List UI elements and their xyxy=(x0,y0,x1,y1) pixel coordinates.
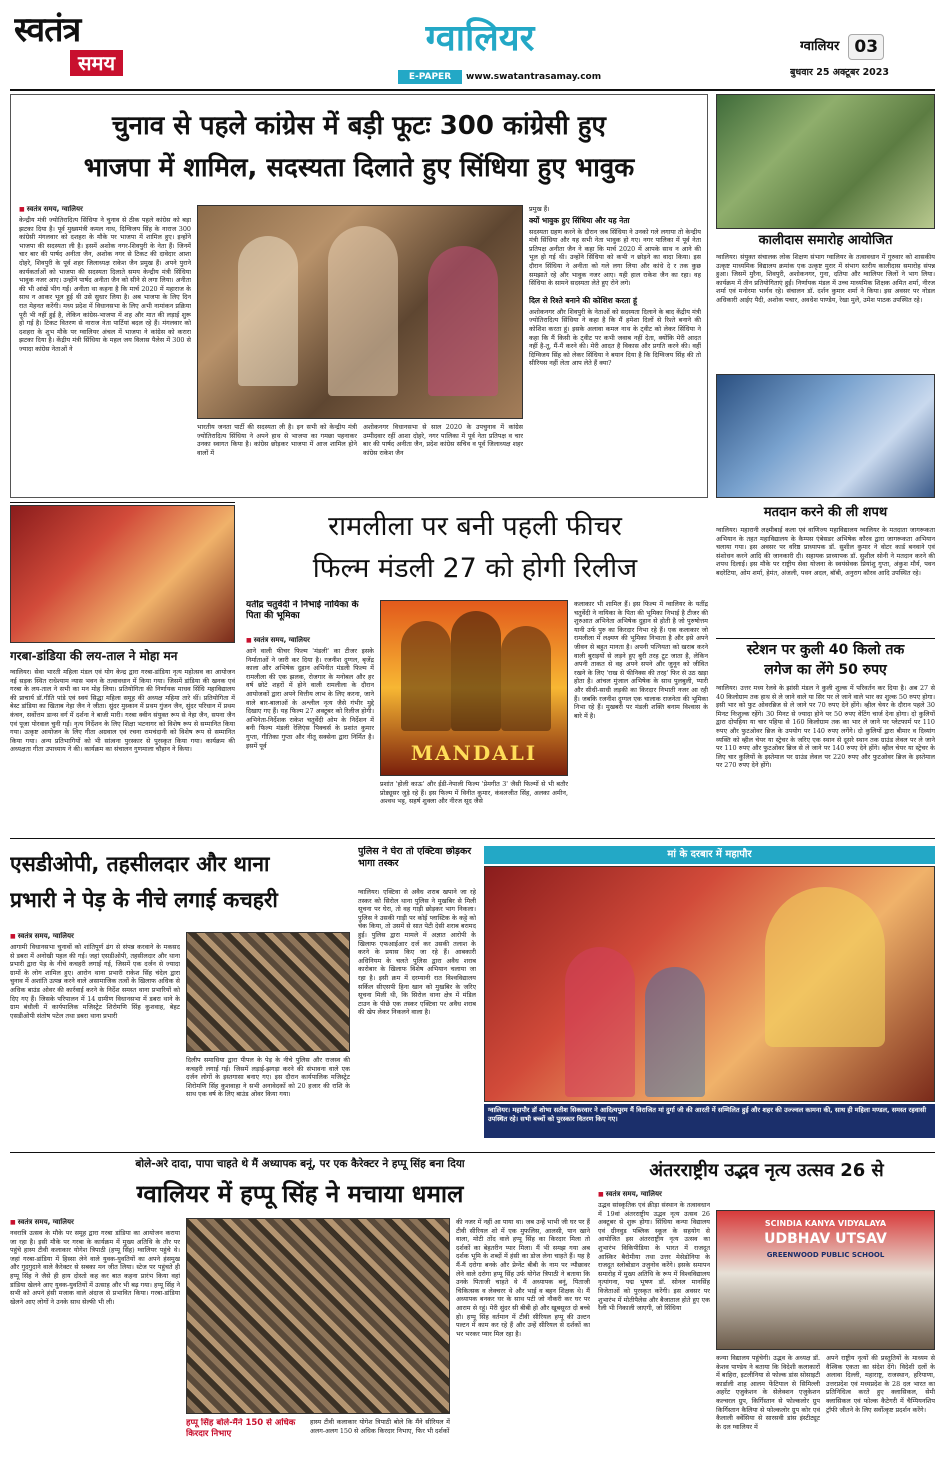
sdm-headline xyxy=(10,846,350,926)
garba-headline: गरबा-डांडिया की लय-ताल ने मोहा मन xyxy=(10,649,178,663)
happu-col2: की नजर में नहीं आ पाया था। जब उन्हें भाभी जी घर पर हैं टीवी सीरियल शो में एक मुफलिस, आलसी, पान खाने वाला, मोटी तोंद वाले हप्पू सिंह का किरदार मिला तो दर्शकों का बेहतरीन प्यार मिला। मैं भी समझ गया अब दर्शक भूमि के शब्दों में हंसी का डोज लेना चाहते हैं। यह है मैं-मैं दरोगा बनके और प्रेग्नेंट बीबी के नाम पर न्यौछावर लेने वाले दरोगा हप्पू सिंह उर्फ योगेश त्रिपाठी ने बताया कि उनके पिताजी चाहते थे मैं अध्यापक बनूं, पिताजी चिकित्सक व लेक्चरर थे और भाई व बहन शिक्षक थे। मैं अध्यापक बनकर घर के साथ पटी जो नौकरी कर घर पर आराम से रहूं। मेरी सुंदर सी बीबी हो और खूबसूरत दो बच्चे हो। हप्पू सिंह वर्तमान में टीवी सीरियल हप्पू की उल्टन पल्टन में काम कर रहे हैं और उन्हें सीरियल से दर्शकों का भर भरकर प्यार मिल रहा है। xyxy=(456,1218,590,1338)
lead-sub1: क्यों भावुक हुए सिंधिया और यह नेता xyxy=(529,215,630,225)
lead-col1-text: केन्द्रीय मंत्री ज्योतिरादित्य सिंधिया ने चुनाव से ठीक पहले कांग्रेस को बड़ा झटका दिया है। पूर्व मुख्यमंत्री कमल नाथ, दिग्विजय सिंह के नाराज 300 कांग्रेसी मंगलवार को दशहरा के मौके पर भाजपा में शामिल हुए। इन्होंने भाजपा की सदस्यता ली है। इसमें अशोक नगर-शिवपुरी के नेता हैं। जिनमें चार बार की पार्षद अनीता जैन, अशोक नगर से टिकट की दावेदार आशा दोहरे, शिवपुरी के पूर्व शहर जिलाध्यक्ष राकेश जैन प्रमुख हैं। अपने पुराने कार्यकर्ताओं को भाजपा की सदस्यता दिलाते समय केन्द्रीय मंत्री सिंधिया भावुक नजर आए। उन्होंने पार्षद अनीता जैन को सीने से लगा लिया। अनीता की भी आंखें भीग गईं। अनीता था कहना है कि मार्च 2020 में महाराज के साथ न आकर भूल हुई थी उसे सुधार लिया है। अब भाजपा के लिए दिन रात मेहनत करेंगी। मध्य प्रदेश में विधानसभा के लिए अभी नामांकन प्रक्रिया पूरी भी नहीं हुई है, लेकिन कांग्रेस-भाजपा में शह और मात की लड़ाई शुरू हो गई है। टिकट वितरण से नाराज नेता पार्टियां बदल रहे हैं। मंगलवार को दशहरा के शुभ मौके पर ग्वालियर अंचल में भाजपा ने कांग्रेस को करारा झटका दिया है। केंद्रीय मंत्री सिंधिया के महल जय विलास पैलेस में 300 से ज्यादा कांग्रेस नेताओं ने xyxy=(19,216,191,353)
happu-col1-text: नवरात्रि उत्सव के मौके पर समूह द्वारा गरबा डांडिया का आयोजन कराया जा रहा है। इसी मौके पर गरबा के कार्यक्रम में मुख्य अतिथि के तौर पर पहुंचे हास्य टीवी कलाकार योगेश त्रिपाठी (हप्पू सिंह) ग्वालियर पहुंचे थे। जहां गरबा-डांडिया में हिस्सा लेने वाले युवक-युवतियों का अपने हंसमुख और गुदगुदाने वाले कैरेक्टर से सबका मन जीत लिया। स्टेज पर पहुंचते ही हप्पू सिंह ने जैसे ही हाय दोस्तो कह कर बात कहना प्रारंभ किया वहां डांडिया खेलने आए युवक-युवतियों में उत्साह और भी बढ़ गया। हप्पू सिंह ने सभी को अपने हंसी मजाक वाले अंदाज से प्रभावित किया। गरबा-डांडिया खेलने आए लोगों ने उनके साथ सेल्फी भी ली। xyxy=(10,1229,180,1306)
udbhav-banner-line3: GREENWOOD PUBLIC SCHOOL xyxy=(766,1251,885,1259)
udbhav-col1 xyxy=(598,1190,710,1458)
mahapaur-caption: ग्वालियर। महापौर डॉ शोभा सतीश सिकरवार ने आदित्यपुरम मैं विराजित मां दुर्गा जी की आरती में सम्मिलित हुई और शहर की उज्ज्वल कामना की, साथ ही महिला मण्डल, समस्त रहवासी उपस्थित रहे। सभी बच्चों को पुरस्कार वितरण किए गए। xyxy=(484,1104,935,1138)
website: www.swatantrasamay.com xyxy=(466,72,602,82)
lead-byline: ■ स्वतंत्र समय, ग्वालियर xyxy=(19,205,191,214)
lead-sub2: दिल से रिश्ते बनाने की कोशिश करता हूं xyxy=(529,295,637,305)
masthead-rule xyxy=(10,89,935,91)
mandali-poster xyxy=(380,600,568,776)
udbhav-col3: अपने राष्ट्रीय नृत्यों की प्रस्तुतियों के माध्यम से वैश्विक एकता का संदेश देंगे। विदेशी दलों के अलावा दिल्ली, महाराष्ट्र, राजस्थान, हरियाणा, उत्तरप्रदेश एवं मध्यप्रदेश के 28 दल भारत का प्रतिनिधित्व करते हुए क्लासिकल, सेमी क्लासिकल एवं फोल्क कैटेगरी में चैम्पियनशिप ट्रॉफी जीतने के लिए सर्वोत्कृष्ट प्रदर्शन करेंगे। xyxy=(826,1354,935,1414)
logo-line1: स्वतंत्र xyxy=(14,10,81,50)
ramleela-headline-line1: रामलीला पर बनी पहली फीचर xyxy=(328,511,622,542)
udbhav-col1-text: उद्भव सांस्कृतिक एवं क्रीड़ा संस्थान के तत्वावधान में 19वां अंतरराष्ट्रीय उद्भव नृत्य उत्सव 26 अक्टूबर से शुरू होगा। सिंधिया कन्या विद्यालय एवं ग्रीनवुड पब्लिक स्कूल के सहयोग से आयोजित इस अंतरराष्ट्रीय नृत्य उत्सव का शुभारंभ विकिपीडिया के भारत में राजदूत आस्किर बैरोमीया तथा उत्तर मेसेडोनिया के राजदूत स्लोबोडान उजुनोव करेंगे। इसके समापन समारोह में मुख्य अतिथि के रूप में विश्वविद्यालय नृत्यांगना, पद्म भूषण डॉ. सोनल मानसिंह विजेताओं को पुरस्कृत करेंगी। इस अवसर पर शुभारंभ में मोतीपैलेस और बैजाताल होते हुए एक रैली भी निकाली जाएगी, जो सिंधिया xyxy=(598,1201,710,1313)
coolie-headline-line1: स्टेशन पर कुली 40 किलो तक xyxy=(746,642,905,658)
udbhav-banner-line1: SCINDIA KANYA VIDYALAYA xyxy=(764,1219,887,1228)
garba-rule xyxy=(10,502,235,503)
page-number: 03 xyxy=(848,34,884,60)
voting-text: ग्वालियर। महारानी लक्ष्मीबाई कला एवं वाणिज्य महाविद्यालय ग्वालियर के मतदाता जागरूकता अभियान के तहत महाविद्यालय के कैम्पस एंबेसडर अभिषेक कौरव द्वारा जागरूकता अभियान चलाया गया। इस अवसर पर वरिष्ठ प्राध्यापक डॉ. सुशील कुमार ने वोटर कार्ड बनवाने एवं संशोधन करने आदि की जानकारी दी। सहायक प्राध्यापक डॉ. सुशील सोनी ने मतदान करने की शपथ दिलाई। इस मौके पर राष्ट्रीय सेवा योजना के स्वयंसेवक प्रियांशु गुप्ता, अंकुश मौर्य, पवन बदरेटिया, ओम शर्मा, हेमंत, अंजली, पवन अदल, बॉबी, अनुराग कौरव आदि उपस्थित रहे। xyxy=(716,526,935,577)
masthead xyxy=(0,0,945,90)
page-city: ग्वालियर xyxy=(800,39,840,54)
mandali-poster-title: MANDALI xyxy=(410,741,538,765)
ramleela-headline-line2: फिल्म मंडली 27 को होगी रिलीज xyxy=(312,553,638,584)
lead-photo-caption-col2: अशोकनगर विधानसभा से साल 2020 के उपचुनाव में कांग्रेस उम्मीदवार रहीं आशा दोहरे, नगर पालिका में पूर्व नेता प्रतिपक्ष व चार बार की पार्षद अनीता जैन, प्रदेश कांग्रेस सचिव व पूर्व जिलाध्यक्ष शहर कांग्रेस राकेश जैन xyxy=(363,423,523,457)
logo xyxy=(14,10,164,82)
coolie-text: ग्वालियर। उत्तर मध्य रेलवे के झांसी मंडल ने कुली शुल्क में परिवर्तन कर दिया है। अब 27 से 40 किलोग्राम तक हाथ से ले जाने वाले या सिर पर ले जाने वाले भार का शुल्क 50 रुपए होगा। इसी भार को फुट ओवरब्रिज से ले जाने पर 70 रुपए देने होंगे। व्हील चेयर के दौरान पहले 30 मिनट निःशुल्क रहेंगे। 30 मिनट से ज्यादा होने पर 50 रुपए वेटिंग चार्ज देना होगा। दो कुलियों द्वारा दोपहिया या चार पहिया से 160 किलोग्राम तक का भार ले जाने पर प्लेटफार्म पर 110 रुपए और फुटओवर ब्रिज के उपयोग पर 140 रुपए लगेंगे। दो कुलियों द्वारा बीमार व दिव्यांग व्यक्ति को व्हील चेयर या स्ट्रेचर के जरिए एक स्थान से दूसरे स्थान तक ग्राउंड लेवल पर ले जाने पर 110 रुपए और फुटओवर ब्रिज से ले जाने पर 140 रुपए देने होंगे। व्हील चेयर या स्ट्रेचर के लिए चार कुलियों के इस्तेमाल पर ग्राउंड लेवल पर 220 रुपए और फुटओवर ब्रिज के इस्तेमाल पर 270 रुपए देने होंगे। xyxy=(716,684,935,770)
ramleela-col3: कलाकार भी शामिल हैं। इस फिल्म में ग्वालियर के यतींद्र चतुर्वेदी ने नायिका के पिता की भूमिका निभाई है टीजर की शुरुआत अभिनेता अभिषेक दुहान से होती है जो पुरुषोत्तम यानी उर्फ पुरु का किरदार निभा रहे हैं। एक कलाकार जो रामलीला में लक्ष्मण की भूमिका निभाता है और इसे अपने जीवन से बहुत मानता है। अपनी पत्नियता को खराब करने वाली बुराइयों से लड़ने हुए बुरी तरह टूट जाता है, लेकिन अपनी ताकत से वह अपने सपने और जुनून को जीवित रखने के लिए 'राख से फीनिक्स की तरह' फिर से उठ खड़ा होता है। आंचल मुंजाल अभिषेक के साथ पुलबुली, प्यारी और सीधी-साधी लड़की का किरदार निभाती नजर आ रही हैं। जबकि रजनीश दुग्गल एक चालाक राजनेता की भूमिका निभा रहे हैं। मुखबरी पर मंडली शक्ति बनाम विश्वास के बारे में है। xyxy=(574,600,708,720)
garba-photo xyxy=(10,505,235,643)
kalidas-headline: कालीदास समारोह आयोजित xyxy=(758,233,893,248)
udbhav-byline: ■ स्वतंत्र समय, ग्वालियर xyxy=(598,1190,710,1199)
lead-photo xyxy=(197,205,523,419)
happu-kicker: बोले-अरे दादा, पापा चाहते थे मैं अध्यापक बनूं, पर एक कैरेक्टर ने हप्पू सिंह बना दिया xyxy=(135,1158,465,1170)
sdm-byline: ■ स्वतंत्र समय, ग्वालियर xyxy=(10,932,180,941)
lead-headline xyxy=(11,105,707,197)
mahapaur-banner: मां के दरबार में महापौर xyxy=(484,846,935,864)
coolie-headline xyxy=(716,640,935,680)
kalidas-text: ग्वालियर। संयुक्त संचालक लोक शिक्षण संभाग ग्वालियर के तत्वावधान में गुरुवार को शासकीय उत्कृष्ट माध्यमिक विद्यालय क्रमांक एक उत्कृष्ट मुरार में संभाग स्तरीय कालीदास समारोह संपन्न हुआ। जिसमें मुरैना, शिवपुरी, अशोकनगर, गुना, दतिया और ग्वालियर जिलों ने भाग लिया। कार्यक्रम में तीन प्रतियोगिताएं हुईं। निर्णायक मंडल में उच्च माध्यमिक शिक्षक अमित शर्मा, नीरज शर्मा एवं मनोरमा भार्गव रहे। संचालन डॉ. दर्शन कुमार शर्मा ने किया। इस अवसर पर नोडल अधिकारी आईए पैदी, अशोक पचार, अवधेश पाण्डेय, रेखा मुले, उमेश पाठक उपस्थित रहे। xyxy=(716,253,935,304)
lead-photo-caption-col1: भारतीय जनता पार्टी की सदस्यता ली है। इन सभी को केन्द्रीय मंत्री ज्योतिरादित्य सिंधिया ने अपने हाथ से भाजपा का गमछा पहनाकर उनका स्वागत किया है। कांग्रेस छोड़कर भाजपा में आज शामिल होने वालों में xyxy=(197,423,357,457)
ramleela-col1 xyxy=(246,636,374,834)
lead-col3-mid: सदस्यता ग्रहण करने के दौरान जब सिंधिया ने उनको गले लगाया तो केन्द्रीय मंत्री सिंधिया और यह सभी नेता भावुक हो गए। नगर पालिका में पूर्व नेता प्रतिपक्ष अनीता जैन ने कहा कि मार्च 2020 में आपके साथ न आने की भूल हो गई थी। उन्होंने सिंधिया को कभी न छोड़ने का वादा किया। इस दौरान सिंधिया ने अनीता को गले लगा लिया और कांधे दे र तक कुछ समझाते रहे और भावुक नजर आए। यही हाल राकेश जैन का रहा। वह सिंधिया के सामने सदस्यता लेते हुए रोने लगे। xyxy=(529,227,701,288)
lead-headline-line2: भाजपा में शामिल, सदस्यता दिलाते हुए सिंधिया हुए भावुक xyxy=(83,153,635,183)
logo-line2: समय xyxy=(70,50,123,76)
happu-col1-bottom: हास्य टीवी कलाकार योगेश त्रिपाठी बोले कि मैंने सीरियल में अलग-अलग 150 से अधिक किरदार निभाए, फिर भी दर्शकों xyxy=(310,1418,450,1435)
udbhav-banner-line2: UDBHAV UTSAV xyxy=(764,1231,887,1247)
mahapaur-photo xyxy=(484,866,935,1102)
ramleela-byline: ■ स्वतंत्र समय, ग्वालियर xyxy=(246,636,374,645)
lead-col3 xyxy=(529,205,701,495)
page-badge xyxy=(800,34,930,60)
ramleela-kicker: यतींद्र चतुर्वेदी ने निभाई नायिका के पिता की भूमिका xyxy=(246,600,359,621)
udbhav-headline: अंतरराष्ट्रीय उद्भव नृत्य उत्सव 26 से xyxy=(649,1160,884,1181)
sdm-col1-text: आगामी विधानसभा चुनावों को शांतिपूर्ण ढंग से संपन्न करवाने के मकसद से डबरा में अनोखी पहल की गई। जहां एसडीओपी, तहसीलदार और थाना प्रभारी द्वारा पेड़ के नीचे कचहरी लगाई गई, जिसमें एक दर्जन से ज्यादा ग्रामों के लोग शामिल हुए। आरोन थाना प्रभारी राकेश सिंह चंदेल द्वारा चुनाव में अशांति उत्पन्न करने वाले असामाजिक तत्वों के खिलाफ अधिक से अधिक बाउंड ओवर की कार्रवाई करने के निर्देश समस्त थाना प्रभारियों को दिए गए हैं। जिसके परिपालन में 14 ग्रामीण विधानसभा में डबरा थाने के ग्राम बंधौली में कार्यपालिक मजिस्ट्रेट शिरोमणि सिंह कुशवाह, बेहट एसडीओपी संतोष पटेल तथा डबरा थाना प्रभारी xyxy=(10,943,180,1020)
happu-photo xyxy=(186,1218,450,1414)
happu-headline: ग्वालियर में हप्पू सिंह ने मचाया धमाल xyxy=(136,1180,464,1208)
udbhav-col2: कन्या विद्यालय पहुंचेगी। उद्भव के अध्यक्ष डॉ. केशव पाण्डेय ने बताया कि विदेशी कलाकारों में बाहिरा, इटलीनिया से फोल्क डांस सोसाइटी कार्डाली शाह आलम फेंटियाल से सिमिल्ली अहरेंट एजुकेशन के सेलेक्शन एजुकेशन कल्चरल ग्रुप, किर्गिस्तान से फोल्कलोर ग्रुप किर्गिस्तान कैलिया से फोल्कलोर ग्रुप कोर एवं कैलाली क्वेंसिया से सारसवी डांस इंस्टीट्यूट के दल ग्वालियर में xyxy=(716,1354,820,1431)
lead-story xyxy=(10,94,708,498)
city-title: ग्वालियर xyxy=(425,18,535,59)
garba-text: ग्वालियर। सेवा भारती महिला मंडल एवं योग केन्द्र द्वारा गरबा-डांडिया नृत्य महोत्सव का आयोजन नई सड़क स्थित राधेश्याम न्यास भवन के तत्वावधान में किया गया। जिसमें डांडिया की खनक एवं गरबा के लय-ताल ने सभी का मन मोह लिया। प्रतियोगिता की निर्णायक माधव सिंधि महाविद्यालय की प्राचार्य डॉ.गीति पांडे एवं स्वयं सिद्धा महिला समूह की अध्यक्ष महिमा तारे थीं। प्रतियोगिता में बेस्ट डांडिया का खिताब नेहा जैन ने जीता। सुंदर मुस्कान में प्रथम गुंजन जैन, सुंदर परिधान में प्रथम कंचन, सर्वोत्तम डान्स वर्ग में दर्शना ने बाजी मारी। गरबा क्वीन संयुक्त रूप से नेहा जैन, सपना जैन एवं पूजा पोरवाल चुनी गईं। नृत्य निर्देशन के लिए शिक्षा भटनागर को विशेष रूप से सम्मानित किया गया। उत्कृष्ट आयोजन के लिए गीता अग्रवाल एवं रचना रामचंदानी को विशेष रूप से सम्मानित किया गया। अन्य प्रतिभागियों को भी सांत्वना पुरस्कार से पुरस्कृत किया गया। कार्यक्रम की अध्यक्षता गीता उपाध्याय ने की। कार्यक्रम का संचालन गुणमाला चौहान ने किया। xyxy=(10,668,235,754)
bottom-rule xyxy=(10,1152,935,1153)
mid-rule xyxy=(10,838,935,839)
police-text: ग्वालियर। एक्टिवा से अवैध शराब खपाने जा रहे तस्कर को सिरोल थाना पुलिस ने मुखबिर से मिली सूचना पर घेरा, तो वह गाड़ी छोड़कर भाग निकला। पुलिस ने उसकी गाड़ी पर कोई प्लास्टिक के कट्टे को चेक किया, तो उसमें से सात पेटी देसी शराब बरामद हुई। पुलिस द्वारा मामले में अज्ञात आरोपी के खिलाफ एफआईआर दर्ज कर उसकी तलाश के करने के प्रयास किए जा रहे हैं। आबकारी अधिनियम के चलते पुलिस द्वारा अवैध शराब कारोबार के खिलाफ विशेष अभियान चलाया जा रहा है। इसी क्रम में दरम्यानी रात विश्वविद्यालय सर्किल सीएसपी हिना खान को मुखबिर के जरिए सूचना मिली थी, कि सिरोल थाना क्षेत्र में मंडिल टाउन के पीछे एक तस्कर एक्टिवा पर अवैध शराब की खेप लेकर निकलने वाला है। xyxy=(358,888,476,1017)
date: बुधवार 25 अक्टूबर 2023 xyxy=(790,67,890,78)
ramleela-col2: प्रशांत 'होली काऊ' और ईडी-नेपाली फिल्म 'प्रेमगीत 3' जैसी फिल्मों से भी बतौर प्रोड्यूसर जुड़े रहे हैं। इस फिल्म में विनीत कुमार, कंवलजीत सिंह, अलका अमीन, अश्वथ भट्ट, सहर्ष शुक्ला और नीरज सूद जैसे xyxy=(380,780,568,806)
lead-col3-top: प्रमुख हैं। xyxy=(529,205,550,213)
kalidas-photo xyxy=(716,94,935,229)
sdm-photo xyxy=(186,932,350,1052)
epaper-label: E-PAPER xyxy=(398,70,462,84)
police-headline: पुलिस ने घेरा तो एक्टिवा छोड़कर भागा तस्कर xyxy=(358,846,472,869)
lead-col3-bottom: अशोकनगर और शिवपुरी के नेताओं को सदस्यता दिलाने के बाद केंद्रीय मंत्री ज्योतिरादित्य सिंधिया ने कहा है कि मैं हमेशा दिलों से रिश्ते बनाने की कोशिश करता हूं। इसके अलावा कमल नाथ के ट्वीट को लेकर सिंधिया ने कहा कि मैं किसी के ट्वीट पर कभी जवाब नहीं देता, क्योंकि मेरी आदत नहीं है-तू, मैं-मैं करने की। मेरी आदत है विकास और प्रगति करने की। वहीं दिग्विजय सिंह को लेकर सिंधिया ने बयान दिया है कि दिग्विजय सिंह की तो सीरियस नहीं लेता आप लेते हैं क्या? xyxy=(529,307,701,368)
happu-byline: ■ स्वतंत्र समय, ग्वालियर xyxy=(10,1218,180,1227)
lead-col1 xyxy=(19,205,191,495)
coolie-headline-line2: लगेज का लेंगे 50 रुपए xyxy=(764,662,887,678)
sdm-col1 xyxy=(10,932,180,1150)
sdm-col2: दिलीप समाधिया द्वारा पीपल के पेड़ के नीचे पुलिस और राजस्व की कचहरी लगाई गई। जिसमें लड़ाई-झगड़ा करने की संभावना वाले एक दर्जन लोगों के इस्तगासा बनाए गए। इस दौरान कार्यपालिक मजिस्ट्रेट शिरोमणि सिंह कुशवाहा ने सभी अनावेदकों को 20 हजार की राशि के साथ एक वर्ष के लिए बाउंड ओवर किया गया। xyxy=(186,1056,350,1099)
lead-headline-line1: चुनाव से पहले कांग्रेस में बड़ी फूटः 300 कांग्रेसी हुए xyxy=(112,111,606,141)
sdm-headline-line2: प्रभारी ने पेड़ के नीचे लगाई कचहरी xyxy=(10,888,278,912)
sdm-headline-line1: एसडीओपी, तहसीलदार और थाना xyxy=(10,852,270,876)
happu-photo-caption: हप्पू सिंह बोले-मैंने 150 से अधिक किरदार निभाए xyxy=(186,1418,296,1439)
voting-photo xyxy=(716,374,935,498)
ramleela-col1-text: आने वाली फीचर फिल्म 'मंडली' का टीजर इसके निर्माताओं ने जारी कर दिया है। रजनीश दुग्गल, बृजेंद्र काला और अभिषेक दुहान अभिनीत मंडली फिल्म में रामलीला की एक झलक, रोजगार के मनोबल और हर वर्ष छोटे शहरों में होने वाली रामलीला के दौरान आयोजकों द्वारा अपने वित्तीय लाभ के लिए करना, जाने वाले बार-बालाओं के अश्लील नृत्य जैसे गंभीर मुद्दे दिखाए गए हैं। यह फिल्म 27 अक्टूबर को रिलीज होगी। अभिनेता-निर्देशक राकेश चतुर्वेदी ओम के निर्देशन में बनी फिल्म मंडली रेलिएंस पिक्चर्स के प्रशांत कुमार गुप्ता, गीतिका गुप्ता और नीतू सक्सेना द्वारा निर्मित है। इसमें पूर्व xyxy=(246,647,374,750)
coolie-rule xyxy=(716,638,935,639)
voting-headline: मतदान करने की ली शपथ xyxy=(763,505,888,520)
happu-col1 xyxy=(10,1218,180,1458)
ramleela-headline xyxy=(242,506,708,594)
udbhav-photo xyxy=(716,1210,935,1350)
